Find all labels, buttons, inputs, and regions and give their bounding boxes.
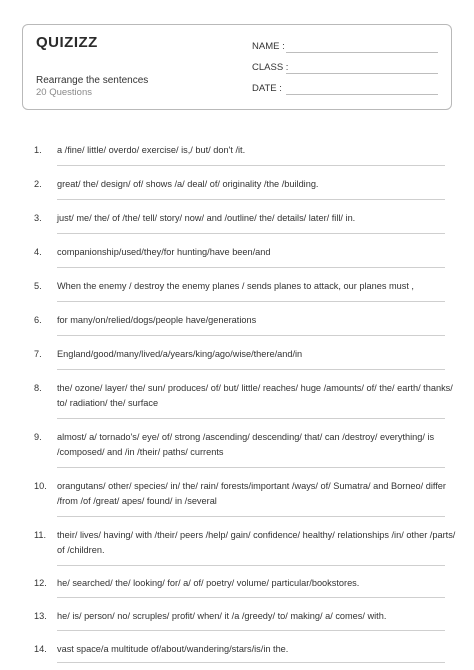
question-text: vast space/a multitude of/about/wandering/stars/is/in the. — [57, 644, 289, 654]
question-number: 5. — [34, 281, 42, 291]
question-number: 10. — [34, 481, 47, 491]
class-label: CLASS : — [252, 62, 289, 73]
question-text: he/ searched/ the/ looking/ for/ a/ of/ poetry/ volume/ particular/bookstores. — [57, 578, 360, 588]
question-number: 14. — [34, 644, 47, 654]
question-text: England/good/many/lived/a/years/king/ago/wise/there/and/in — [57, 349, 303, 359]
answer-line[interactable] — [57, 335, 445, 336]
answer-line[interactable] — [57, 630, 445, 631]
question-text: for many/on/relied/dogs/people have/generations — [57, 315, 257, 325]
quizizz-logo: QUIZIZZ — [36, 34, 98, 51]
answer-line[interactable] — [57, 418, 445, 419]
question-number: 13. — [34, 611, 47, 621]
date-field[interactable] — [286, 94, 438, 95]
question-number: 1. — [34, 145, 42, 155]
question-number: 11. — [34, 530, 47, 540]
answer-line[interactable] — [57, 267, 445, 268]
question-number: 6. — [34, 315, 42, 325]
date-label: DATE : — [252, 83, 282, 94]
worksheet-title: Rearrange the sentences — [36, 75, 149, 86]
question-text: When the enemy / destroy the enemy planes / sends planes to attack, our planes must , — [57, 281, 414, 291]
question-text: a /fine/ little/ overdo/ exercise/ is,/ but/ don't /it. — [57, 145, 246, 155]
question-text: great/ the/ design/ of/ shows /a/ deal/ of/ originality /the /building. — [57, 179, 319, 189]
class-field[interactable] — [286, 73, 438, 74]
question-text: he/ is/ person/ no/ scruples/ profit/ when/ it /a /greedy/ to/ making/ a/ comes/ with. — [57, 611, 387, 621]
question-number: 8. — [34, 383, 42, 393]
question-number: 4. — [34, 247, 42, 257]
question-text: their/ lives/ having/ with /their/ peers /help/ gain/ confidence/ healthy/ relationships /in/ other /parts/ of /children. — [57, 530, 456, 555]
question-count: 20 Questions — [36, 87, 92, 98]
answer-line[interactable] — [57, 516, 445, 517]
name-field[interactable] — [286, 52, 438, 53]
question-number: 12. — [34, 578, 47, 588]
answer-line[interactable] — [57, 301, 445, 302]
question-number: 3. — [34, 213, 42, 223]
answer-line[interactable] — [57, 233, 445, 234]
question-text: orangutans/ other/ species/ in/ the/ rain/ forests/important /ways/ of/ Sumatra/ and Borneo/ differ /from /of /great/ apes/ found/ in /several — [57, 481, 446, 506]
answer-line[interactable] — [57, 597, 445, 598]
answer-line[interactable] — [57, 165, 445, 166]
question-number: 9. — [34, 432, 42, 442]
question-number: 7. — [34, 349, 42, 359]
answer-line[interactable] — [57, 662, 445, 663]
question-text: companionship/used/they/for hunting/have been/and — [57, 247, 271, 257]
question-text: just/ me/ the/ of /the/ tell/ story/ now/ and /outline/ the/ details/ later/ fill/ in. — [57, 213, 356, 223]
answer-line[interactable] — [57, 369, 445, 370]
question-number: 2. — [34, 179, 42, 189]
question-text: almost/ a/ tornado's/ eye/ of/ strong /ascending/ descending/ that/ can /destroy/ everything/ is /composed/ and /in /their/ paths/ currents — [57, 432, 435, 457]
answer-line[interactable] — [57, 199, 445, 200]
answer-line[interactable] — [57, 467, 445, 468]
name-label: NAME : — [252, 41, 285, 52]
answer-line[interactable] — [57, 565, 445, 566]
question-text: the/ ozone/ layer/ the/ sun/ produces/ of/ but/ little/ reaches/ huge /amounts/ of/ the/ earth/ thanks/ to/ radiation/ the/ surface — [57, 383, 453, 408]
